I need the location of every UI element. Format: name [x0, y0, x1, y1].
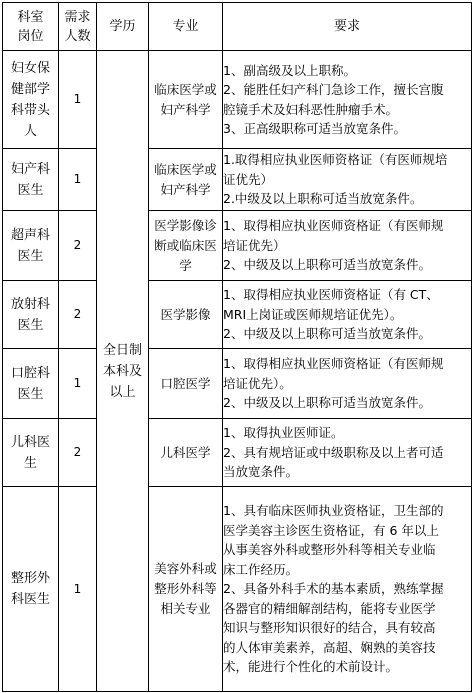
- department-line: 儿科医: [10, 434, 50, 450]
- department-cell: [3, 281, 59, 349]
- major-line: 医学影像诊: [154, 217, 217, 233]
- requirement-line: 的人体审美素养，高超、娴熟的美容技: [223, 639, 436, 655]
- requirement-line: 培证优先）。: [223, 375, 292, 391]
- department-line: 人: [23, 123, 37, 139]
- requirement-line: 术，能进行个性化的术前设计。: [223, 659, 399, 675]
- table-row: [3, 487, 472, 692]
- major-line: 美容外科或: [154, 561, 217, 576]
- requirement-line: 腔镜手术及妇科恶性肿瘤手术。: [223, 101, 399, 117]
- major-line: 断或临床医: [154, 237, 217, 253]
- requirement-line: 2.中级及以上职称可适当放宽条件。: [223, 191, 423, 207]
- header-major: 专业: [149, 3, 223, 51]
- count-cell: 1: [59, 51, 97, 149]
- table-row: [3, 149, 472, 211]
- requirement-line: 2、具有规培证或中级职称及以上者可适: [223, 444, 444, 460]
- department-line: 医生: [17, 248, 44, 264]
- count-cell: 1: [59, 487, 97, 692]
- header-department-line: 岗位: [17, 28, 44, 44]
- department-cell: [3, 51, 59, 149]
- major-line: 临床医学或: [154, 81, 217, 97]
- table-row: [3, 51, 472, 149]
- header-requirements: 要求: [223, 3, 472, 51]
- department-line: 医生: [17, 317, 44, 333]
- requirement-line: 医学美容主诊医生资格证，有 6 年以上: [223, 522, 439, 538]
- requirement-line: 3、正高级职称可适当放宽条件。: [223, 121, 406, 136]
- major-line: 口腔医学: [160, 375, 211, 391]
- header-count-line: 人数: [64, 28, 91, 44]
- department-cell: [3, 487, 59, 692]
- requirements-cell: [223, 487, 472, 692]
- requirement-line: 2、中级及以上职称可适当放宽条件。: [223, 395, 431, 411]
- department-cell: [3, 419, 59, 487]
- department-line: 科带头: [10, 102, 50, 118]
- major-cell: [149, 51, 223, 149]
- requirement-line: 床工作经历。: [223, 561, 299, 577]
- department-line: 妇产科: [10, 161, 50, 177]
- requirement-line: 培证优先）: [223, 237, 286, 253]
- department-cell: [3, 349, 59, 419]
- requirement-line: 1.取得相应执业医师资格证（有医师规培: [223, 152, 448, 168]
- department-line: 整形外: [10, 571, 50, 586]
- department-line: 医生: [17, 386, 44, 402]
- header-education: 学历: [97, 3, 149, 51]
- requirements-cell: [223, 349, 472, 419]
- requirements-cell: [223, 51, 472, 149]
- header-count-line: 需求: [64, 9, 91, 25]
- major-line: 学: [179, 257, 192, 273]
- table-body: [3, 51, 472, 692]
- requirements-cell: [223, 281, 472, 349]
- requirement-line: 1、取得相应执业医师资格证（有医师规: [223, 356, 444, 372]
- requirements-cell: [223, 419, 472, 487]
- requirement-line: 当放宽条件。: [223, 464, 299, 480]
- requirement-line: 证优先）: [223, 171, 274, 187]
- department-line: 科医生: [10, 592, 50, 607]
- count-cell: 1: [59, 349, 97, 419]
- requirement-line: MRI上岗证或医师规培证优先）。: [223, 306, 403, 322]
- department-cell: [3, 149, 59, 211]
- major-cell: [149, 349, 223, 419]
- major-line: 临床医学或: [154, 161, 217, 177]
- major-cell: [149, 281, 223, 349]
- table-row: [3, 211, 472, 281]
- education-line: 本科及: [102, 363, 142, 379]
- header-row: [3, 3, 472, 51]
- count-cell: 2: [59, 419, 97, 487]
- department-line: 妇女保: [10, 60, 50, 76]
- department-line: 超声科: [10, 227, 50, 243]
- requirement-line: 知识与整形知识很好的结合，具有较高: [223, 620, 436, 636]
- count-cell: 2: [59, 211, 97, 281]
- count-cell: 1: [59, 149, 97, 211]
- education-cell: [97, 51, 149, 692]
- department-line: 口腔科: [10, 365, 50, 381]
- job-requirements-table: [2, 2, 472, 692]
- requirement-line: 2、具备外科手术的基本素质，熟练掌握: [223, 581, 444, 597]
- table-row: [3, 419, 472, 487]
- table-row: [3, 349, 472, 419]
- requirement-line: 1、副高级及以上职称。: [223, 62, 356, 78]
- major-cell: [149, 487, 223, 692]
- table-row: [3, 281, 472, 349]
- major-line: 妇产科学: [160, 181, 211, 197]
- department-line: 放射科: [10, 296, 50, 312]
- department-line: 生: [23, 455, 37, 471]
- department-line: 医生: [17, 182, 44, 198]
- major-line: 整形外科等: [154, 581, 217, 596]
- requirement-line: 1、取得执业医师证。: [223, 425, 344, 441]
- education-line: 全日制: [102, 342, 142, 358]
- requirement-line: 1、具有临床医师执业资格证，卫生部的: [223, 503, 444, 519]
- requirements-cell: [223, 211, 472, 281]
- major-line: 医学影像: [160, 306, 211, 322]
- major-cell: [149, 211, 223, 281]
- requirement-line: 2、中级及以上职称可适当放宽条件。: [223, 257, 431, 273]
- requirement-line: 各器官的精细解剖结构，能将专业医学: [223, 600, 436, 616]
- requirement-line: 1、取得相应执业医师资格证（有医师规: [223, 218, 444, 234]
- requirements-cell: [223, 149, 472, 211]
- header-count: [59, 3, 97, 51]
- major-cell: [149, 419, 223, 487]
- requirement-line: 从事美容外科或整形外科等相关专业临: [223, 542, 436, 558]
- requirement-line: 2、中级及以上职称可适当放宽条件。: [223, 326, 431, 342]
- count-cell: 2: [59, 281, 97, 349]
- major-cell: [149, 149, 223, 211]
- major-line: 相关专业: [160, 601, 211, 616]
- header-department-line: 科室: [17, 9, 44, 25]
- education-line: 以上: [109, 384, 136, 400]
- requirement-line: 2、能胜任妇产科门急诊工作，擅长宫腹: [223, 82, 444, 97]
- department-cell: [3, 211, 59, 281]
- department-line: 健部学: [10, 81, 50, 97]
- header-department: [3, 3, 59, 51]
- requirement-line: 1、取得相应执业医师资格证（有 CT、: [223, 287, 439, 303]
- major-line: 妇产科学: [160, 101, 211, 117]
- major-line: 儿科医学: [160, 444, 211, 460]
